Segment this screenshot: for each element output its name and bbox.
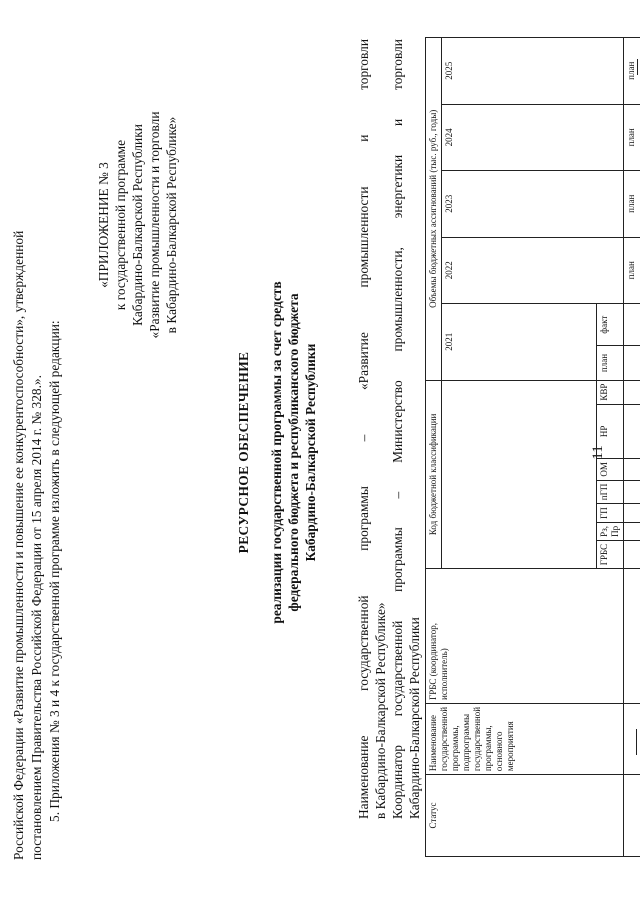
word: –: [356, 434, 371, 442]
year-2025: 2025: [442, 38, 624, 105]
appendix-number: «ПРИЛОЖЕНИЕ № 3: [96, 162, 111, 288]
word: государственной: [390, 620, 405, 717]
header-status: Статус: [426, 775, 624, 857]
word: Наименование: [356, 735, 371, 819]
empty-cell: [624, 775, 640, 857]
word: и: [356, 134, 371, 142]
plan-2023: план: [624, 171, 640, 237]
header-volumes: Объемы бюджетных ассигнований (тыс. руб., годы): [426, 38, 442, 381]
word: энергетики: [390, 154, 405, 219]
plan-2022: план: [624, 237, 640, 303]
title-main: РЕСУРСНОЕ ОБЕСПЕЧЕНИЕ: [236, 351, 251, 554]
word: Координатор: [390, 745, 405, 819]
appendix-line: «Развитие промышленности и торговли: [147, 111, 162, 339]
code-nr: НР: [597, 404, 624, 459]
word: –: [390, 491, 405, 499]
empty-cell: [624, 346, 640, 380]
coordinator-line-2: Кабардино-Балкарской Республики: [407, 617, 422, 819]
plan-2021: план: [597, 346, 624, 380]
year-2023: 2023: [442, 171, 624, 237]
appendix-line: к государственной программе: [113, 139, 128, 311]
year-2022: 2022: [442, 237, 624, 303]
title-line: федерального бюджета и республиканского бюджета: [286, 293, 301, 612]
title-line: реализации государственной программы за счет средств: [269, 281, 284, 624]
appendix-line: в Кабардино-Балкарской Республике»: [164, 116, 179, 334]
plan-2024: план: [624, 104, 640, 170]
code-pgp: пГП: [597, 480, 624, 504]
code-grbs: ГРБС: [597, 540, 624, 568]
word: промышленности,: [390, 247, 405, 352]
code-rz-pr: Рз, Пр: [597, 522, 624, 540]
empty-cell: [624, 404, 640, 459]
appendix-line: Кабардино-Балкарской Республики: [130, 124, 145, 326]
word: государственной: [356, 595, 371, 691]
budget-code-spacer: [442, 380, 597, 569]
code-gp: ГП: [597, 504, 624, 523]
word: и: [390, 118, 405, 126]
empty-cell: [624, 504, 640, 523]
word: промышленности: [356, 186, 371, 288]
title-line: Кабардино-Балкарской Республики: [303, 343, 318, 562]
empty-cell: [624, 380, 640, 404]
word: торговли: [390, 39, 405, 90]
empty-cell: [624, 540, 640, 568]
fact-2021: факт: [597, 304, 624, 346]
program-name-line-2: в Кабардино-Балкарской Республике»: [373, 602, 388, 819]
empty-cell: [624, 522, 640, 540]
appendix-header: [95, 105, 180, 345]
word: программы: [390, 527, 405, 592]
header-grbs: ГРБС (координатор, исполнитель): [426, 569, 624, 704]
plan-2025: план: [624, 38, 640, 105]
paragraph-2: постановлением Правительства Российской Федерации от 15 апреля 2014 г. № 328.».: [29, 375, 44, 860]
word: торговли: [356, 39, 371, 90]
year-2024: 2024: [442, 104, 624, 170]
header-name: Наименование государственной программы, подпрограммы государственной программы, основного мероприятия: [426, 703, 624, 774]
program-name-line: [355, 39, 372, 819]
word: Министерство: [390, 380, 405, 463]
document-title: [235, 0, 319, 905]
paragraph-1: Российской Федерации «Развитие промышленности и повышение ее конкурентоспособности», утвержденной: [11, 230, 26, 860]
code-kvr: КВР: [597, 380, 624, 404]
empty-cell: [624, 703, 640, 774]
year-2021: 2021: [442, 304, 597, 381]
coordinator-line: [389, 39, 406, 819]
code-om: ОМ: [597, 459, 624, 481]
empty-cell: [624, 569, 640, 704]
word: программы: [356, 486, 371, 551]
empty-cell: [624, 459, 640, 481]
word: «Развитие: [356, 332, 371, 391]
resource-table: [425, 37, 640, 857]
page-number: 11: [590, 445, 606, 460]
paragraph-3: 5. Приложения № 3 и 4 к государственной программе изложить в следующей редакции:: [47, 320, 62, 822]
empty-cell: [624, 480, 640, 504]
header-budget-code: Код бюджетной классификации: [426, 380, 442, 569]
empty-cell: [624, 304, 640, 346]
